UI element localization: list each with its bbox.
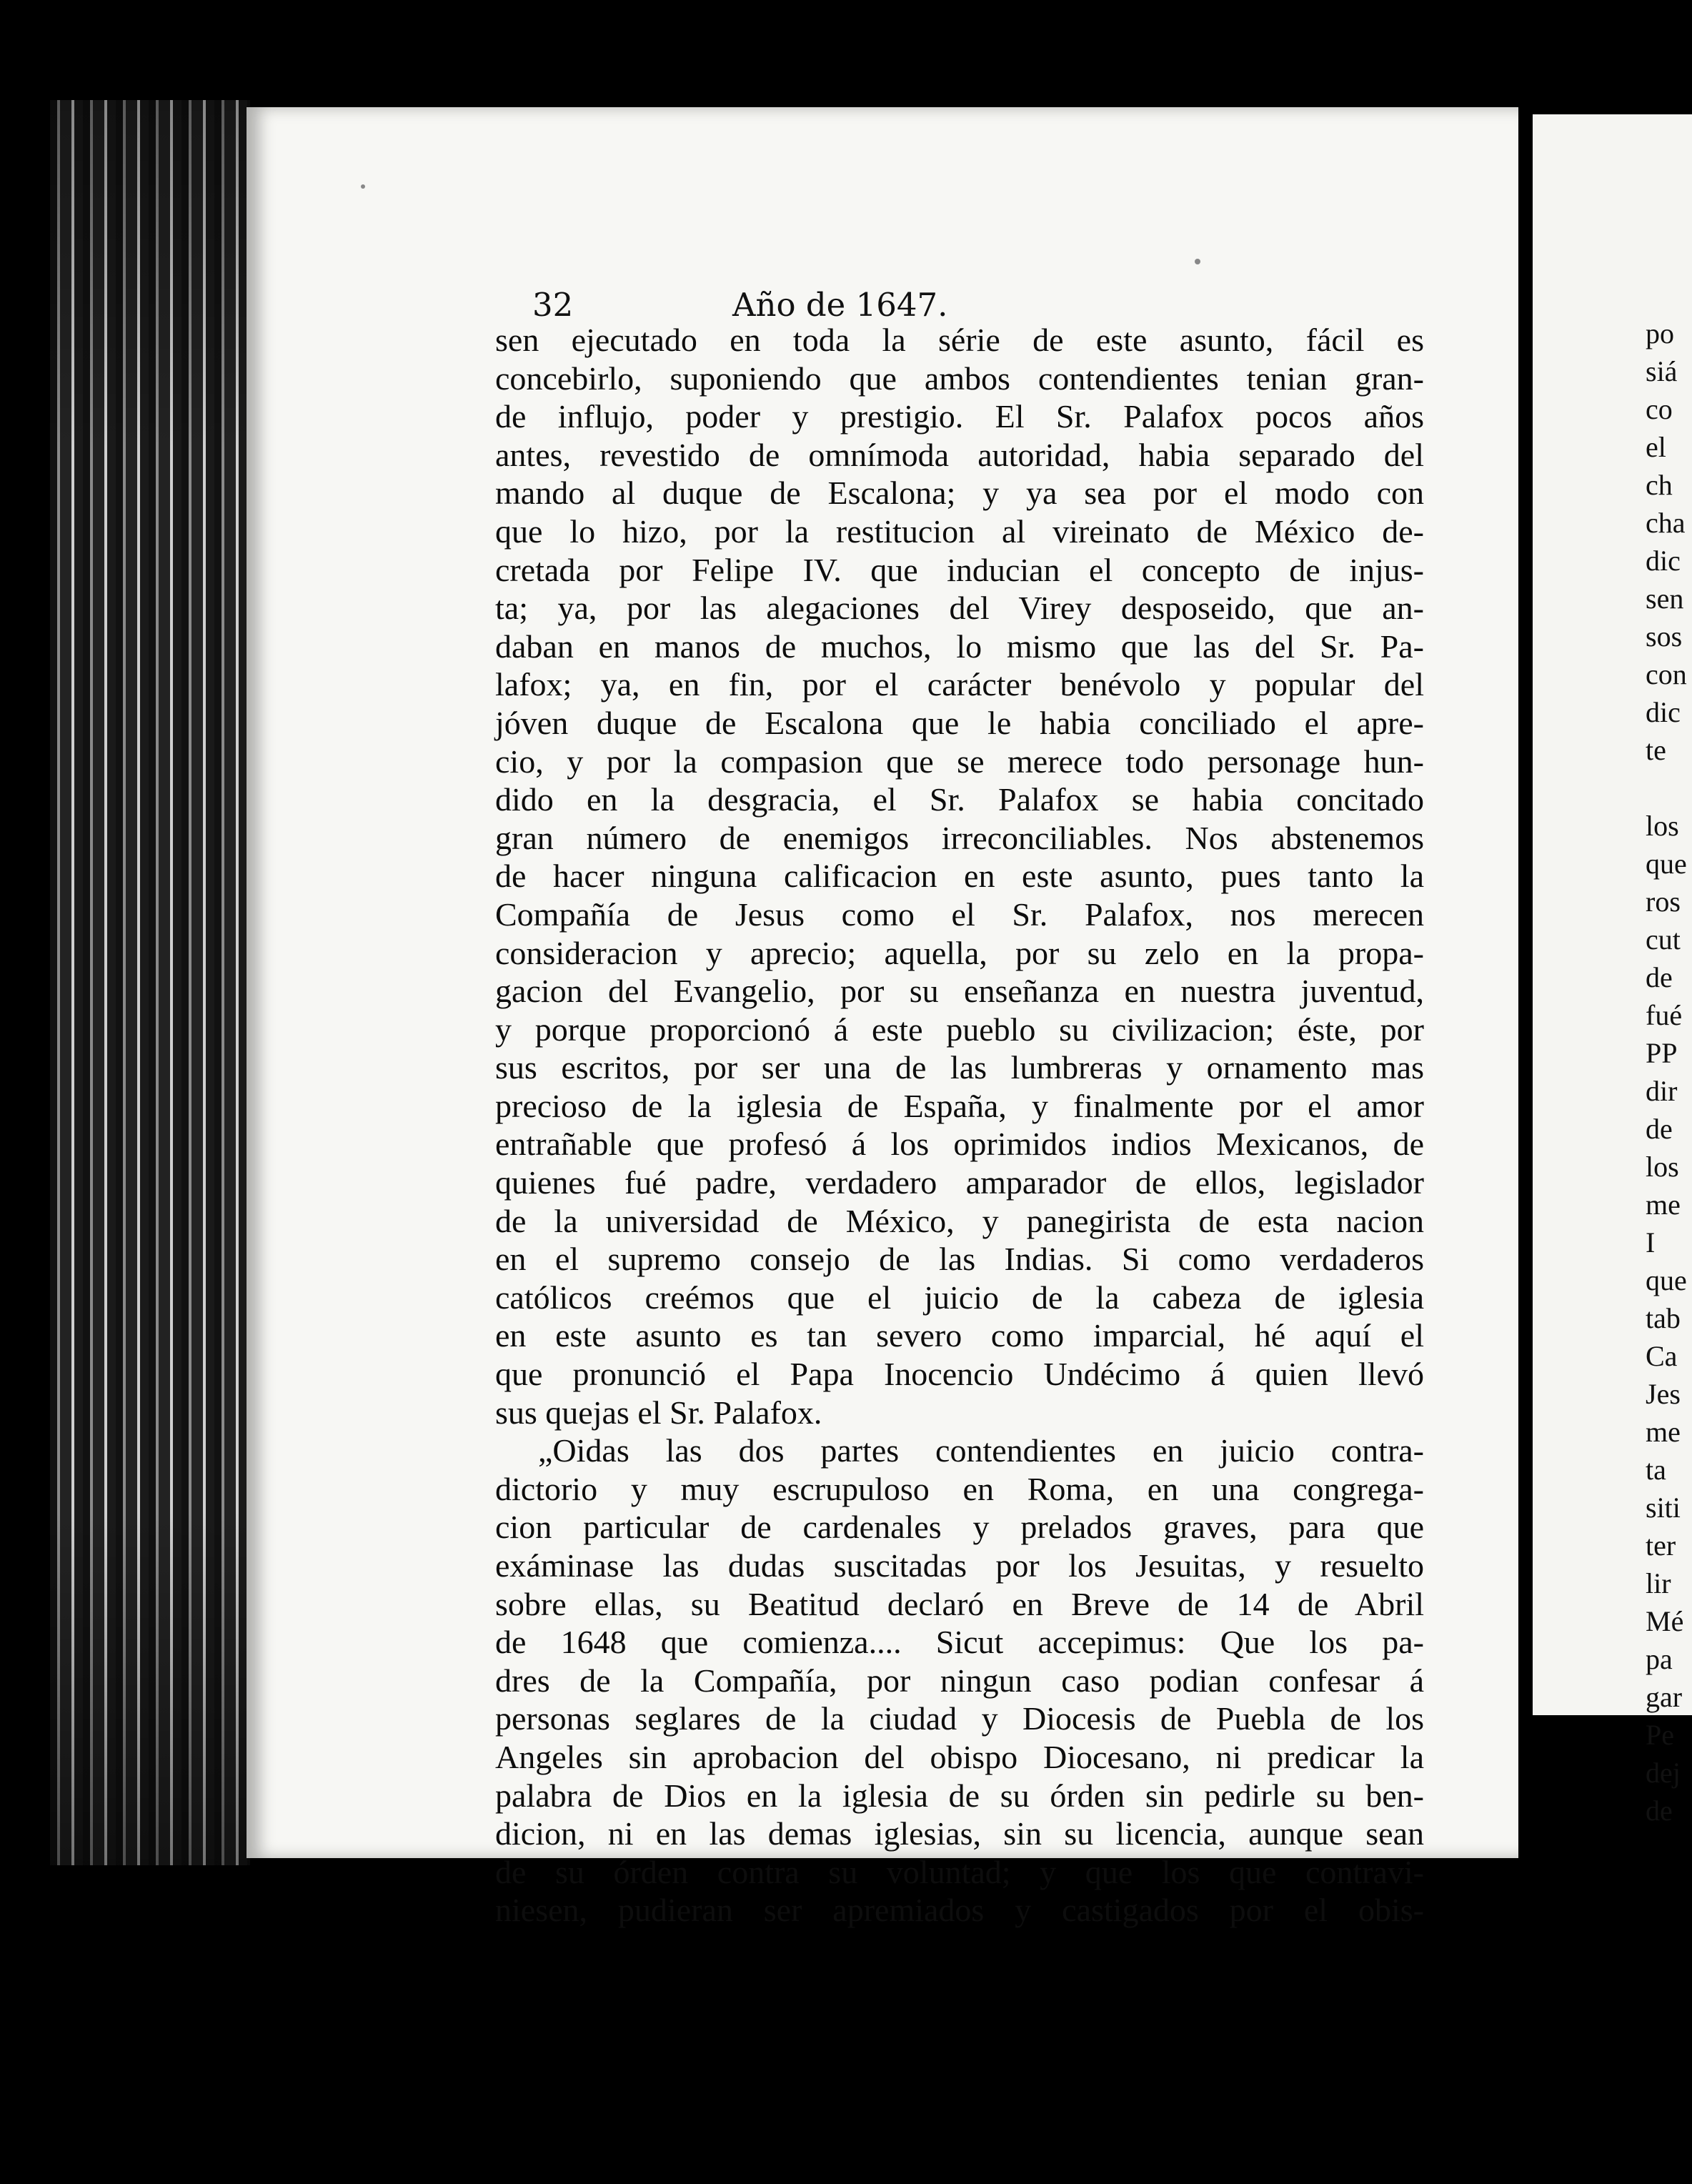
right-page-fragment: co [1646, 393, 1673, 425]
text-line: y porque proporcionó á este pueblo su civilizacion; éste, por [495, 1011, 1424, 1048]
right-page-fragment: ros [1646, 885, 1681, 918]
right-page-fragment: siti [1646, 1491, 1681, 1524]
text-line: consideracion y aprecio; aquella, por su zelo en la propa- [495, 934, 1424, 971]
right-page-fragment: te [1646, 734, 1666, 766]
text-line: de 1648 que comienza.... Sicut accepimus: Que los pa- [495, 1624, 1424, 1661]
right-page-fragment: que [1646, 848, 1687, 880]
text-line: en el supremo consejo de las Indias. Si como verdaderos [495, 1241, 1424, 1278]
right-page-fragment: me [1646, 1416, 1681, 1448]
right-page-text-fragments [1646, 314, 1688, 1830]
right-page-fragment: Pe [1646, 1719, 1674, 1751]
text-line: dres de la Compañía, por ningun caso podian confesar á [495, 1662, 1424, 1699]
text-line: Compañía de Jesus como el Sr. Palafox, nos merecen [495, 895, 1424, 933]
text-line: de la universidad de México, y panegirista de esta nacion [495, 1202, 1424, 1239]
right-page-fragment: gar [1646, 1681, 1683, 1713]
right-page-fragment: Mé [1646, 1605, 1684, 1637]
right-page-fragment: fué [1646, 999, 1683, 1031]
text-line: que pronunció el Papa Inocencio Undécimo á quien llevó [495, 1356, 1424, 1393]
text-line: que lo hizo, por la restitucion al vireinato de México de- [495, 512, 1424, 550]
right-page-fragment: que [1646, 1264, 1687, 1296]
text-line: palabra de Dios en la iglesia de su órden sin pedirle su ben- [495, 1777, 1424, 1814]
right-page-fragment: el [1646, 431, 1666, 463]
text-line: concebirlo, suponiendo que ambos contendientes tenian gran- [495, 359, 1424, 397]
right-page-fragment: dej [1646, 1757, 1681, 1789]
right-page-fragment: cha [1646, 507, 1686, 539]
right-page-fragment: sos [1646, 620, 1683, 652]
text-line: antes, revestido de omnímoda autoridad, habia separado del [495, 436, 1424, 473]
right-page-fragment: cut [1646, 923, 1681, 955]
right-page-fragment: me [1646, 1188, 1681, 1221]
right-page-fragment: de [1646, 961, 1673, 993]
text-line: lafox; ya, en fin, por el carácter benévolo y popular del [495, 666, 1424, 703]
text-line: daban en manos de muchos, lo mismo que las del Sr. Pa- [495, 627, 1424, 665]
text-line: en este asunto es tan severo como imparcial, hé aquí el [495, 1317, 1424, 1354]
right-page-fragment: dir [1646, 1075, 1678, 1107]
text-line: sobre ellas, su Beatitud declaró en Breve de 14 de Abril [495, 1585, 1424, 1622]
text-line: sus escritos, por ser una de las lumbreras y ornamento mas [495, 1049, 1424, 1086]
body-text [495, 321, 1424, 1930]
page-number: 32 [532, 286, 574, 324]
text-line: precioso de la iglesia de España, y finalmente por el amor [495, 1087, 1424, 1124]
right-page-fragment: ch [1646, 469, 1673, 501]
right-page-fragment: con [1646, 658, 1687, 690]
page-edges-shadow [50, 100, 250, 1865]
text-line: de su órden contra su voluntad; y que los que contravi- [495, 1853, 1424, 1890]
text-line: dicion, ni en las demas iglesias, sin su licencia, aunque sean [495, 1815, 1424, 1852]
text-line: de influjo, poder y prestigio. El Sr. Palafox pocos años [495, 398, 1424, 435]
right-page-fragment: Jes [1646, 1378, 1681, 1410]
text-line: jóven duque de Escalona que le habia conciliado el apre- [495, 704, 1424, 741]
text-line: de hacer ninguna calificacion en este asunto, pues tanto la [495, 858, 1424, 895]
text-line: exáminase las dudas suscitadas por los Jesuitas, y resuelto [495, 1547, 1424, 1584]
text-line: dido en la desgracia, el Sr. Palafox se habia concitado [495, 781, 1424, 818]
text-line: „Oidas las dos partes contendientes en juicio contra- [538, 1432, 1424, 1469]
right-page-fragment: ter [1646, 1529, 1676, 1562]
right-page-fragment: de [1646, 1795, 1673, 1827]
right-page-fragment: pa [1646, 1643, 1673, 1675]
text-line: sus quejas el Sr. Palafox. [495, 1394, 822, 1431]
text-line: gacion del Evangelio, por su enseñanza en nuestra juventud, [495, 973, 1424, 1010]
right-page-fragment: los [1646, 1151, 1679, 1183]
right-page-fragment: los [1646, 810, 1679, 842]
text-line: ta; ya, por las alegaciones del Virey desposeido, que an- [495, 590, 1424, 627]
right-page-fragment: ta [1646, 1454, 1666, 1486]
text-line: cio, y por la compasion que se merece todo personage hun- [495, 743, 1424, 780]
text-line: mando al duque de Escalona; y ya sea por el modo con [495, 475, 1424, 512]
text-line: Angeles sin aprobacion del obispo Diocesano, ni predicar la [495, 1738, 1424, 1775]
text-line: personas seglares de la ciudad y Diocesis de Puebla de los [495, 1700, 1424, 1737]
text-line: niesen, pudieran ser apremiados y castigados por el obis- [495, 1892, 1424, 1929]
right-page-fragment: I [1646, 1226, 1656, 1259]
right-page-fragment: po [1646, 317, 1674, 349]
text-line: sen ejecutado en toda la série de este asunto, fácil es [495, 322, 1424, 358]
right-page-fragment: lir [1646, 1567, 1671, 1599]
right-page-fragment: dic [1646, 545, 1681, 577]
running-title: Año de 1647. [732, 286, 948, 324]
right-page-fragment: de [1646, 1113, 1673, 1145]
text-line: cretada por Felipe IV. que inducian el concepto de injus- [495, 551, 1424, 588]
right-page-fragment: PP [1646, 1037, 1678, 1069]
right-page-fragment: Ca [1646, 1340, 1678, 1372]
text-line: católicos creémos que el juicio de la cabeza de iglesia [495, 1279, 1424, 1316]
text-line: gran número de enemigos irreconciliables. Nos abstenemos [495, 819, 1424, 856]
right-page-fragment: tab [1646, 1302, 1681, 1334]
right-page-fragment: dic [1646, 696, 1681, 728]
dust-speck [361, 184, 365, 189]
text-line: entrañable que profesó á los oprimidos indios Mexicanos, de [495, 1126, 1424, 1163]
text-line: quienes fué padre, verdadero amparador de ellos, legislador [495, 1164, 1424, 1201]
dust-speck [1195, 259, 1200, 264]
text-line: cion particular de cardenales y prelados graves, para que [495, 1509, 1424, 1546]
right-page-fragment: sen [1646, 582, 1684, 615]
right-page-fragment: siá [1646, 355, 1678, 387]
text-line: dictorio y muy escrupuloso en Roma, en una congrega- [495, 1470, 1424, 1507]
